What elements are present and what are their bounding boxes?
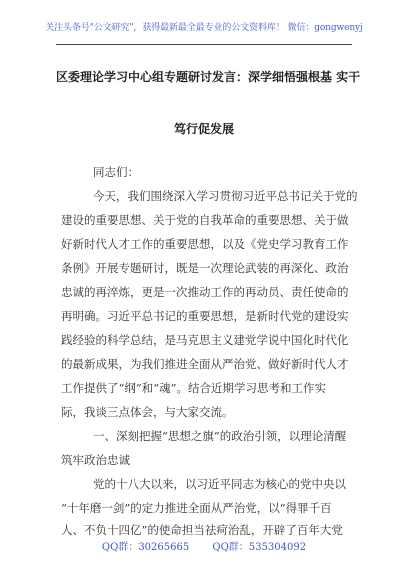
salutation: 同志们： bbox=[93, 165, 139, 179]
body-line: 际，我谈三点体会，与大家交流。 bbox=[61, 405, 234, 419]
footer-qq-group-2: QQ群：535304092 bbox=[212, 542, 307, 553]
document-title-line1: 区委理论学习中心组专题研讨发言：深学细悟强根基 实干 bbox=[56, 70, 361, 84]
body-line: 建设的重要思想、关于党的自我革命的重要思想、关于做 bbox=[61, 213, 349, 227]
body-line: 人、不负十四亿”的使命担当祛疴治乱，开辟了百年大党 bbox=[61, 523, 343, 537]
body-line: 条例》开展专题研讨，既是一次理论武装的再深化、政治 bbox=[61, 261, 349, 275]
body-line: 的最新成果，为我们推进全面从严治党、做好新时代人才 bbox=[61, 357, 349, 371]
footer-qq-group-1: QQ群：30265665 bbox=[101, 542, 190, 553]
body-line: 党的十八大以来，以习近平同志为核心的党中央以 bbox=[93, 477, 346, 491]
footer-contacts bbox=[0, 538, 408, 553]
body-line: 忠诚的再淬炼，更是一次推动工作的再动员、责任使命的 bbox=[61, 285, 349, 299]
section-heading-cont: 筑牢政治忠诚 bbox=[61, 453, 130, 467]
body-line: 今天，我们围绕深入学习贯彻习近平总书记关于党的 bbox=[93, 189, 358, 203]
body-line: “十年磨一剑”的定力推进全面从严治党，以“得罪千百 bbox=[61, 501, 332, 515]
body-line: 再明确。习近平总书记的重要思想，是新时代党的建设实 bbox=[61, 309, 349, 323]
body-line: 践经验的科学总结，是马克思主义建党学说中国化时代化 bbox=[61, 333, 349, 347]
header-notice: 关注头条号"公文研究"，获得最新最全最专业的公文资料库！ 微信：gongwenyj bbox=[45, 23, 363, 33]
section-heading: 一、深刻把握“思想之旗”的政治引领，以理论清醒 bbox=[93, 429, 347, 443]
document-title-line2: 笃行促发展 bbox=[173, 122, 234, 136]
body-line: 工作提供了“纲”和“魂”。结合近期学习思考和工作实 bbox=[61, 381, 327, 395]
header-divider bbox=[56, 44, 352, 45]
body-line: 好新时代人才工作的重要思想，以及《党史学习教育工作 bbox=[61, 237, 349, 251]
